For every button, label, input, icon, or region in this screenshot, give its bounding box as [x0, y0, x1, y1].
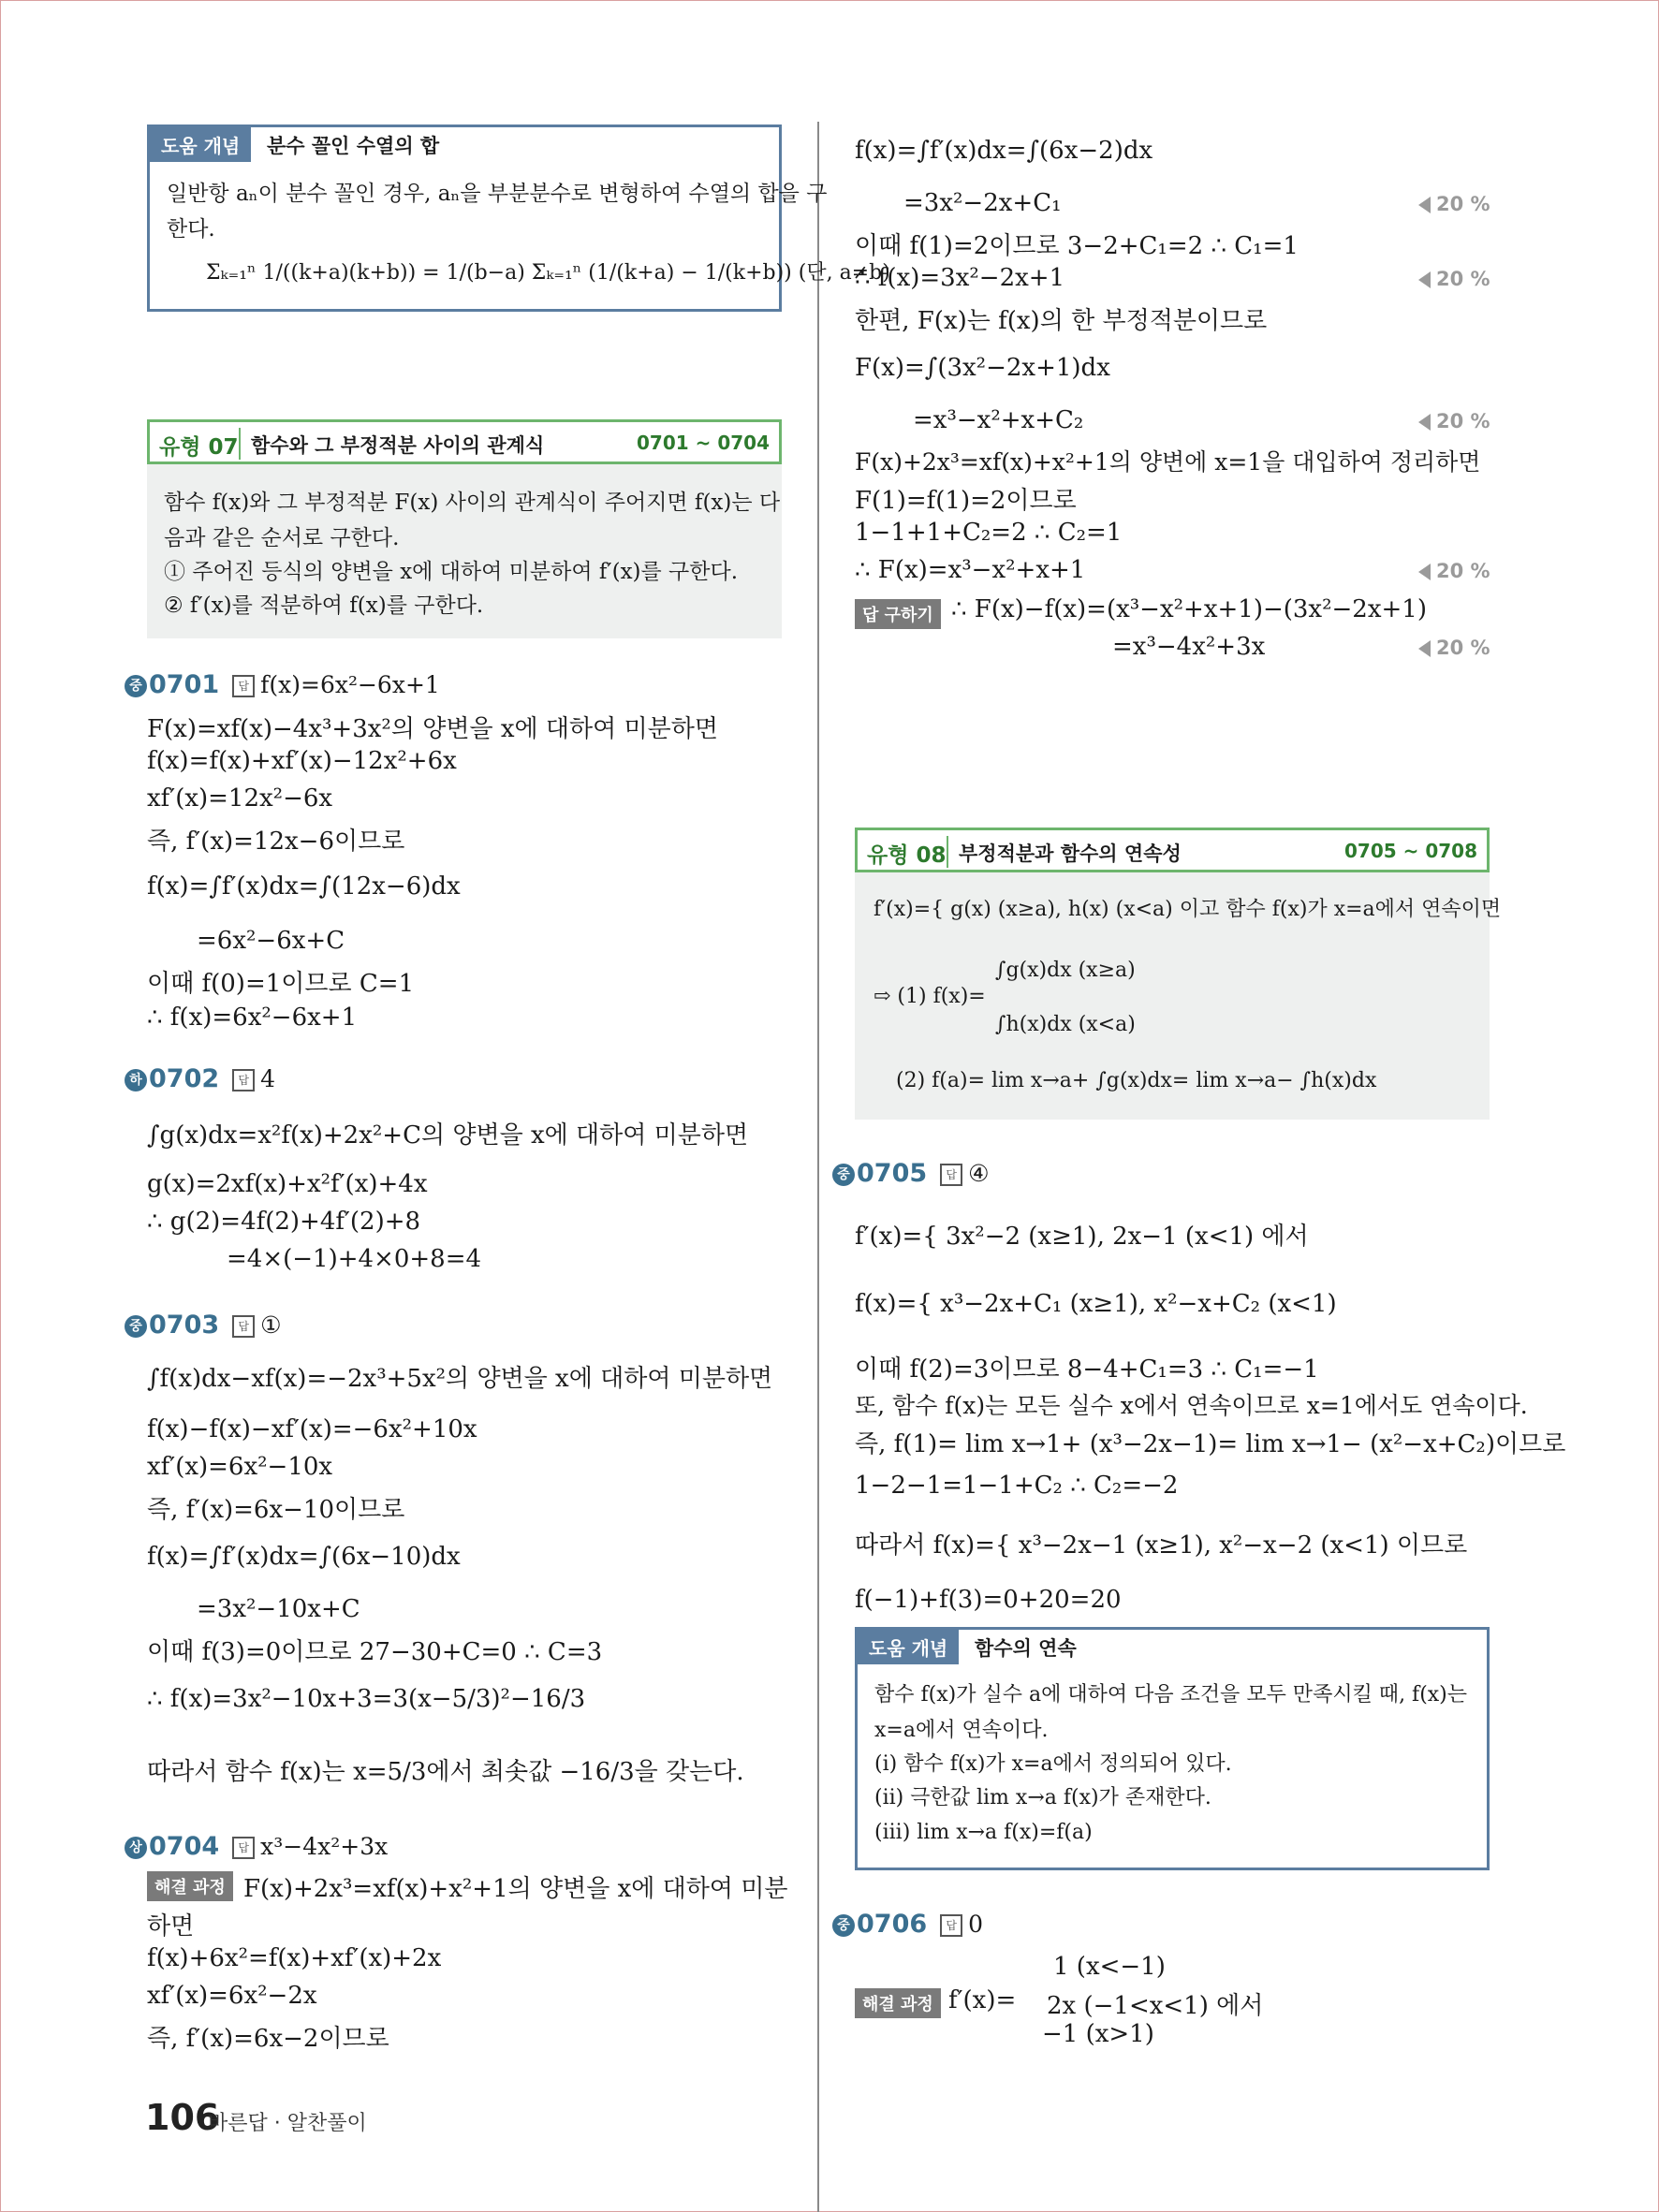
problem-number: 0703 — [149, 1311, 220, 1340]
type-07-body — [147, 464, 782, 638]
concept-line: (ii) 극한값 lim x→a f(x)가 존재한다. — [874, 1786, 1211, 1809]
problem-answer: f(x)=6x²−6x+1 — [260, 671, 440, 698]
level-badge: 상 — [125, 1837, 147, 1859]
type-08-header — [855, 828, 1490, 872]
solution-line: F(x)+2x³=xf(x)+x²+1의 양변을 x에 대하여 미분 — [243, 1875, 788, 1903]
problem-answer: x³−4x²+3x — [260, 1833, 389, 1860]
solution-line: ∴ F(x)−f(x)=(x³−x²+x+1)−(3x²−2x+1) — [951, 595, 1427, 623]
solution-line: 또, 함수 f(x)는 모든 실수 x에서 연속이므로 x=1에서도 연속이다. — [855, 1392, 1528, 1419]
level-badge: 중 — [125, 675, 147, 697]
concept-line: 한다. — [167, 217, 215, 242]
problem-answer: 4 — [260, 1065, 276, 1092]
solution-line: ∫g(x)dx=x²f(x)+2x²+C의 양변을 x에 대하여 미분하면 — [147, 1121, 749, 1150]
solution-line: f′(x)={ 3x²−2 (x≥1), 2x−1 (x<1) 에서 — [855, 1223, 1309, 1251]
solution-line: f(x)=f(x)+xf′(x)−12x²+6x — [147, 747, 457, 775]
type-label: 유형 08 — [867, 843, 947, 868]
problem-0706-header — [832, 1910, 983, 1939]
answer-icon: 답 — [232, 1837, 255, 1859]
solution-process-tag: 해결 과정 — [147, 1871, 233, 1901]
type-title: 부정적분과 함수의 연속성 — [959, 842, 1182, 865]
score-percent: 20 % — [1418, 637, 1490, 659]
problem-0701-header — [125, 670, 440, 699]
type-body-line: ∫h(x)dx (x<a) — [995, 1013, 1136, 1036]
solution-line: =3x²−2x+C₁ — [903, 189, 1062, 217]
type-body-line: (2) f(a)= lim x→a+ ∫g(x)dx= lim x→a− ∫h(x)dx — [896, 1069, 1377, 1092]
concept-box-partial-fraction — [147, 125, 890, 312]
solution-line: f(x)=∫f′(x)dx=∫(6x−2)dx — [855, 137, 1153, 165]
answer-icon: 답 — [232, 1315, 255, 1338]
solution-line: =6x²−6x+C — [197, 927, 345, 955]
concept-line: 일반항 aₙ이 분수 꼴인 경우, aₙ을 부분분수로 변형하여 수열의 합을 구 — [167, 182, 828, 206]
triangle-icon — [1418, 271, 1431, 288]
problem-0704-header — [125, 1832, 388, 1861]
problem-number: 0705 — [857, 1159, 928, 1188]
solution-line: f(x)−f(x)−xf′(x)=−6x²+10x — [147, 1415, 477, 1443]
type-title: 함수와 그 부정적분 사이의 관계식 — [251, 434, 545, 457]
problem-0705-header — [832, 1159, 990, 1188]
type-separator — [947, 836, 948, 868]
type-body-line: 음과 같은 순서로 구한다. — [164, 526, 400, 550]
solution-line: 1 (x<−1) — [1053, 1953, 1166, 1981]
concept-line: (iii) lim x→a f(x)=f(a) — [874, 1821, 1093, 1844]
solution-line: −1 (x>1) — [1042, 2020, 1154, 2048]
solution-line: 이때 f(0)=1이므로 C=1 — [147, 970, 415, 998]
type-body-line: ⇨ (1) f(x)= — [874, 985, 986, 1008]
solution-line: 1−1+1+C₂=2 ∴ C₂=1 — [855, 519, 1123, 547]
solution-line: 한편, F(x)는 f(x)의 한 부정적분이므로 — [855, 307, 1268, 335]
concept-tag: 도움 개념 — [858, 1630, 959, 1664]
level-badge: 하 — [125, 1069, 147, 1091]
answer-step-tag: 답 구하기 — [855, 599, 941, 629]
level-badge: 중 — [125, 1315, 147, 1338]
answer-icon: 답 — [232, 1069, 255, 1091]
concept-title: 함수의 연속 — [975, 1637, 1077, 1660]
solution-line: g(x)=2xf(x)+x²f′(x)+4x — [147, 1170, 428, 1198]
answer-icon: 답 — [940, 1164, 962, 1186]
solution-line: ∫f(x)dx−xf(x)=−2x³+5x²의 양변을 x에 대하여 미분하면 — [147, 1365, 773, 1393]
solution-line: 하면 — [147, 1912, 195, 1941]
solution-line: f(x)={ x³−2x+C₁ (x≥1), x²−x+C₂ (x<1) — [855, 1290, 1337, 1318]
solution-line: 이때 f(2)=3이므로 8−4+C₁=3 ∴ C₁=−1 — [855, 1355, 1319, 1384]
score-percent: 20 % — [1418, 268, 1490, 290]
type-body-line: ② f′(x)를 적분하여 f(x)를 구한다. — [164, 593, 484, 618]
solution-line: F(x)+2x³=xf(x)+x²+1의 양변에 x=1을 대입하여 정리하면 — [855, 448, 1481, 476]
type-range: 0701 ~ 0704 — [636, 432, 770, 454]
solution-line: 즉, f′(x)=6x−2이므로 — [147, 2025, 389, 2053]
solution-line: ∴ f(x)=3x²−10x+3=3(x−5/3)²−16/3 — [147, 1685, 586, 1713]
level-badge: 중 — [832, 1164, 855, 1186]
score-percent: 20 % — [1418, 410, 1490, 432]
problem-0702-header — [125, 1064, 275, 1093]
concept-tag: 도움 개념 — [150, 127, 251, 162]
problem-number: 0706 — [857, 1910, 928, 1939]
solution-line: f(−1)+f(3)=0+20=20 — [855, 1586, 1122, 1614]
page-number: 106 — [145, 2097, 220, 2138]
solution-line: 이때 f(3)=0이므로 27−30+C=0 ∴ C=3 — [147, 1638, 603, 1666]
problem-answer: ① — [260, 1311, 282, 1339]
triangle-icon — [1418, 414, 1431, 431]
type-body-line: 함수 f(x)와 그 부정적분 F(x) 사이의 관계식이 주어지면 f(x)는 다 — [164, 491, 781, 515]
triangle-icon — [1418, 564, 1431, 580]
solution-line: =x³−x²+x+C₂ — [913, 406, 1084, 434]
problem-number: 0704 — [149, 1832, 220, 1861]
solution-line: F(1)=f(1)=2이므로 — [855, 487, 1077, 515]
column-divider — [817, 122, 819, 2212]
solution-line: 즉, f′(x)=6x−10이므로 — [147, 1496, 405, 1524]
problem-number: 0701 — [149, 670, 220, 699]
solution-line: 즉, f′(x)=12x−6이므로 — [147, 828, 405, 856]
solution-line: xf′(x)=6x²−10x — [147, 1453, 333, 1481]
solution-line: ∴ f(x)=6x²−6x+1 — [147, 1003, 358, 1032]
solution-line: F(x)=xf(x)−4x³+3x²의 양변을 x에 대하여 미분하면 — [147, 715, 718, 743]
solution-line: xf′(x)=12x²−6x — [147, 784, 333, 813]
solution-line: ∴ g(2)=4f(2)+4f′(2)+8 — [147, 1208, 421, 1236]
triangle-icon — [1418, 197, 1431, 213]
concept-line: 함수 f(x)가 실수 a에 대하여 다음 조건을 모두 만족시킬 때, f(x)는 — [874, 1683, 1468, 1707]
score-percent: 20 % — [1418, 193, 1490, 215]
solution-line: f(x)=∫f′(x)dx=∫(6x−10)dx — [147, 1543, 461, 1571]
solution-line: 이때 f(1)=2이므로 3−2+C₁=2 ∴ C₁=1 — [855, 232, 1299, 260]
type-08-body — [855, 872, 1502, 1120]
type-body-line: ① 주어진 등식의 양변을 x에 대하여 미분하여 f′(x)를 구한다. — [164, 560, 739, 584]
type-body-line: ∫g(x)dx (x≥a) — [995, 959, 1136, 982]
solution-line: ∴ f(x)=3x²−2x+1 — [855, 264, 1065, 292]
concept-box-continuity — [855, 1627, 1490, 1870]
solution-line: =4×(−1)+4×0+8=4 — [227, 1245, 482, 1273]
type-07-header — [147, 419, 782, 464]
problem-0703-header — [125, 1311, 282, 1340]
solution-line: 2x (−1<x<1) 에서 — [1047, 1992, 1264, 2020]
solution-line: 즉, f(1)= lim x→1+ (x³−2x−1)= lim x→1− (x²−x+C₂)이므로 — [855, 1430, 1566, 1458]
solution-line: =x³−4x²+3x — [1112, 633, 1266, 661]
solution-line: ∴ F(x)=x³−x²+x+1 — [855, 556, 1086, 584]
level-badge: 중 — [832, 1914, 855, 1937]
solution-line: f′(x)= — [948, 1986, 1017, 2014]
solution-line: xf′(x)=6x²−2x — [147, 1982, 317, 2010]
concept-title: 분수 꼴인 수열의 합 — [267, 135, 440, 157]
solution-line: F(x)=∫(3x²−2x+1)dx — [855, 354, 1110, 382]
solution-line: 1−2−1=1−1+C₂ ∴ C₂=−2 — [855, 1472, 1179, 1500]
solution-line: 따라서 f(x)={ x³−2x−1 (x≥1), x²−x−2 (x<1) 이므로 — [855, 1531, 1468, 1560]
type-range: 0705 ~ 0708 — [1343, 840, 1477, 862]
concept-formula: Σₖ₌₁ⁿ 1/((k+a)(k+b)) = 1/(b−a) Σₖ₌₁ⁿ (1/(k+a) − 1/(k+b)) (단, a≠b) — [206, 261, 890, 285]
solution-line: f(x)+6x²=f(x)+xf′(x)+2x — [147, 1944, 442, 1972]
type-separator — [239, 428, 241, 460]
solution-line: f(x)=∫f′(x)dx=∫(12x−6)dx — [147, 872, 461, 901]
answer-icon: 답 — [940, 1914, 962, 1937]
problem-answer: 0 — [968, 1911, 984, 1938]
solution-line: =3x²−10x+C — [197, 1595, 360, 1623]
problem-number: 0702 — [149, 1064, 220, 1093]
type-label: 유형 07 — [159, 435, 239, 460]
concept-line: (i) 함수 f(x)가 x=a에서 정의되어 있다. — [874, 1752, 1232, 1776]
page-label: 바른답 · 알찬풀이 — [208, 2112, 367, 2135]
solution-line: 따라서 함수 f(x)는 x=5/3에서 최솟값 −16/3을 갖는다. — [147, 1758, 744, 1786]
problem-answer: ④ — [968, 1160, 990, 1187]
concept-line: x=a에서 연속이다. — [874, 1719, 1049, 1742]
solution-process-tag: 해결 과정 — [855, 1988, 941, 2018]
score-percent: 20 % — [1418, 560, 1490, 582]
triangle-icon — [1418, 640, 1431, 657]
answer-icon: 답 — [232, 675, 255, 697]
type-body-line: f′(x)={ g(x) (x≥a), h(x) (x<a) 이고 함수 f(x)가 x=a에서 연속이면 — [874, 898, 1502, 921]
